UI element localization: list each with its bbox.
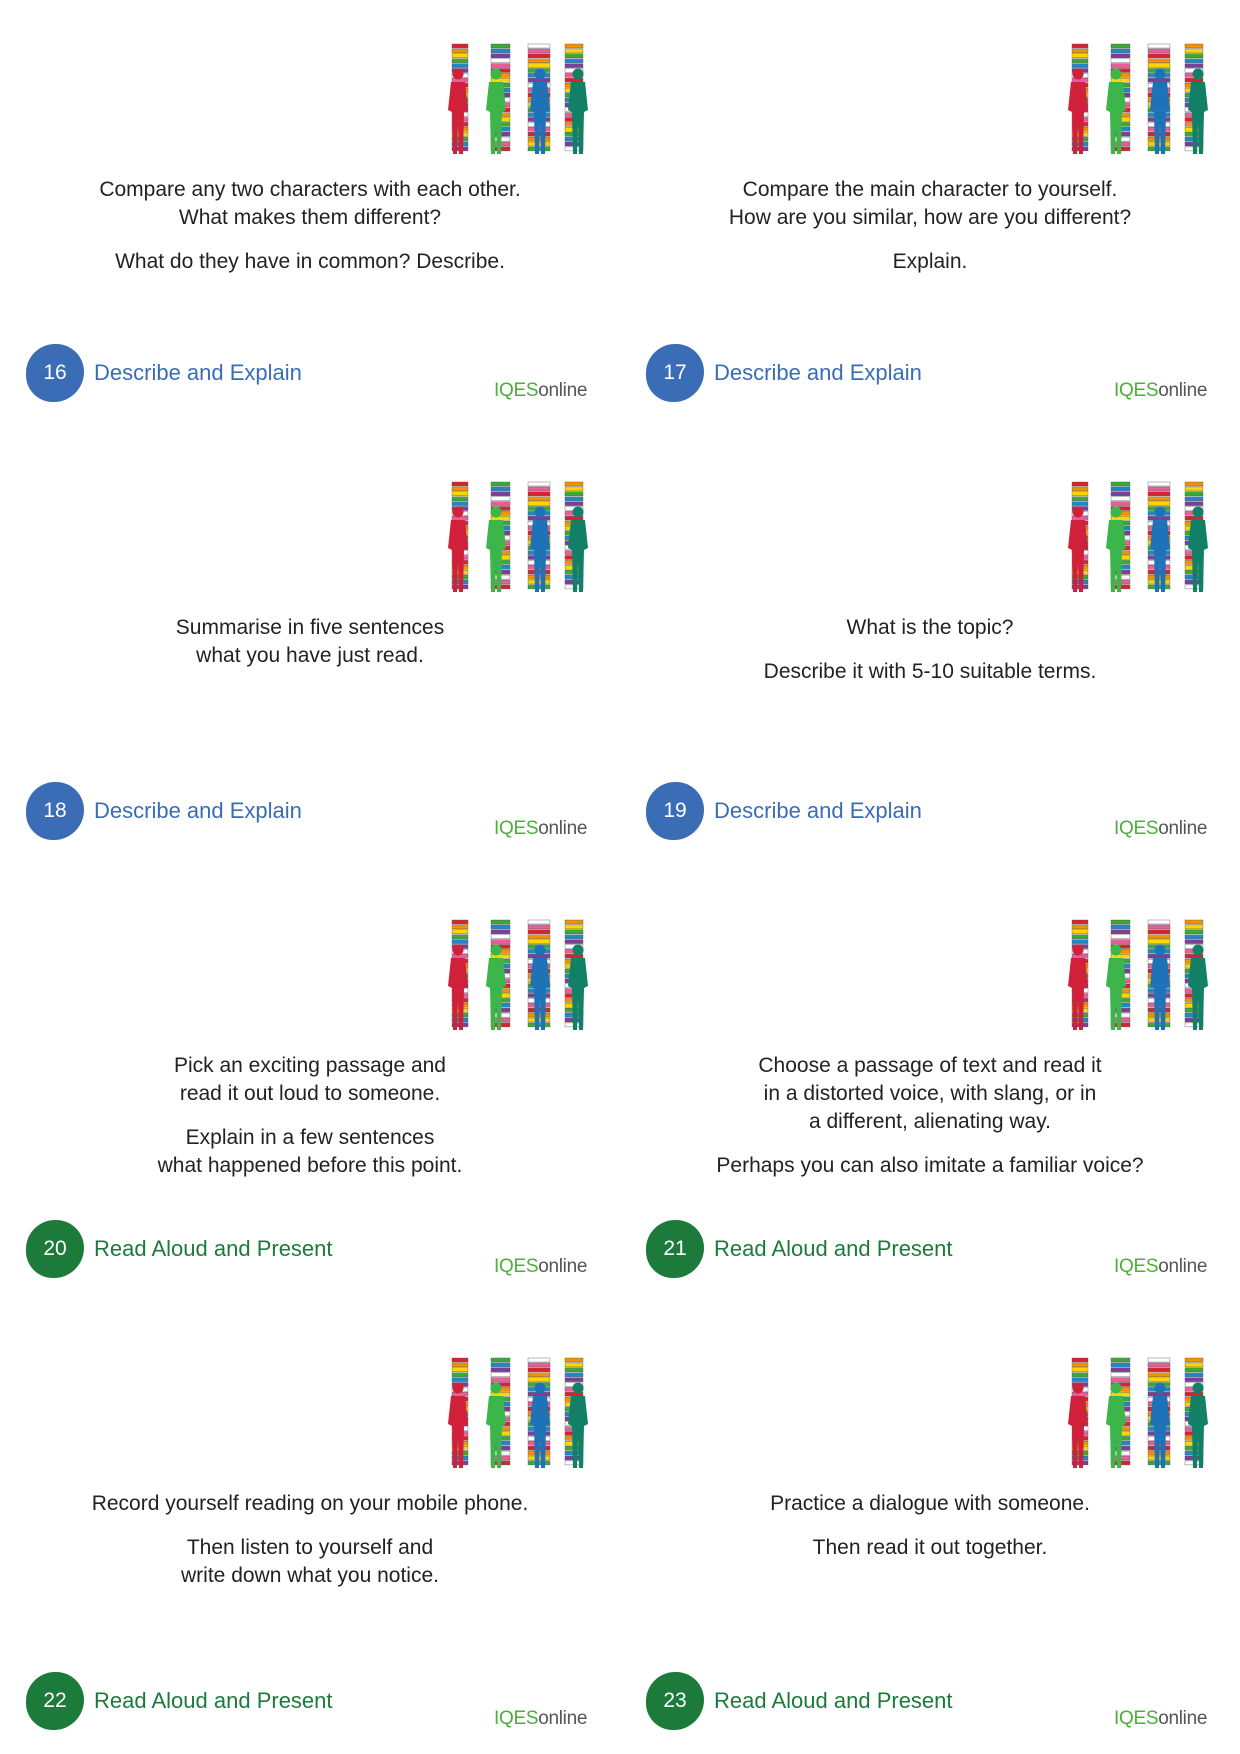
card-category-label: Describe and Explain <box>94 360 302 385</box>
card-number-badge: 21 <box>646 1220 704 1278</box>
task-line: what happened before this point. <box>157 1154 463 1177</box>
iqes-online-logo <box>1114 1708 1207 1730</box>
card-number-badge: 18 <box>26 782 84 840</box>
task-card <box>620 438 1240 876</box>
task-line: write down what you notice. <box>181 1564 439 1587</box>
task-line: a different, alienating way. <box>808 1110 1052 1133</box>
task-card <box>0 1314 620 1752</box>
logo-part-online: online <box>1158 818 1208 839</box>
logo-part-iqes: IQES <box>1114 380 1159 401</box>
task-paragraph <box>690 176 1170 232</box>
iqes-online-logo <box>1114 380 1207 402</box>
iqes-online-logo <box>1114 1256 1207 1278</box>
reading-figures-illustration <box>440 1354 600 1470</box>
reading-figures-illustration <box>1060 40 1220 156</box>
card-number-badge: 16 <box>26 344 84 402</box>
reading-figures-illustration <box>440 478 600 594</box>
iqes-online-logo <box>494 380 587 402</box>
task-paragraph <box>70 248 550 276</box>
card-category-label: Describe and Explain <box>714 360 922 385</box>
task-card <box>0 876 620 1314</box>
card-category-label: Read Aloud and Present <box>714 1688 953 1713</box>
task-line: Compare any two characters with each other. <box>99 178 521 201</box>
task-paragraph <box>70 1124 550 1180</box>
task-line: Perhaps you can also imitate a familiar voice? <box>716 1154 1144 1177</box>
card-task-text <box>690 1052 1170 1196</box>
task-line: Practice a dialogue with someone. <box>770 1492 1090 1515</box>
task-paragraph <box>70 1490 550 1518</box>
task-paragraph <box>690 1052 1170 1136</box>
logo-part-iqes: IQES <box>1114 1708 1159 1729</box>
task-line: Then read it out together. <box>812 1536 1048 1559</box>
reading-figures-illustration <box>1060 916 1220 1032</box>
iqes-online-logo <box>494 818 587 840</box>
reading-figures-illustration <box>1060 478 1220 594</box>
card-category-label: Read Aloud and Present <box>94 1236 333 1261</box>
logo-part-iqes: IQES <box>1114 1256 1159 1277</box>
task-line: Pick an exciting passage and <box>173 1054 446 1077</box>
logo-part-online: online <box>538 380 588 401</box>
iqes-online-logo <box>494 1256 587 1278</box>
card-task-text <box>70 614 550 686</box>
card-number-badge: 19 <box>646 782 704 840</box>
task-line: How are you similar, how are you different? <box>728 206 1132 229</box>
task-line: What is the topic? <box>846 616 1014 639</box>
task-paragraph <box>690 1490 1170 1518</box>
logo-part-online: online <box>1158 380 1208 401</box>
task-line: what you have just read. <box>196 644 424 667</box>
reading-figures-illustration <box>1060 1354 1220 1470</box>
task-line: Record yourself reading on your mobile phone. <box>91 1492 529 1515</box>
card-category-label: Describe and Explain <box>94 798 302 823</box>
task-card <box>0 0 620 438</box>
task-paragraph <box>690 658 1170 686</box>
card-task-text <box>690 1490 1170 1578</box>
logo-part-online: online <box>1158 1256 1208 1277</box>
card-task-text <box>70 176 550 292</box>
task-line: Explain. <box>892 250 968 273</box>
card-task-text <box>70 1490 550 1606</box>
task-line: What makes them different? <box>178 206 442 229</box>
card-number-badge: 22 <box>26 1672 84 1730</box>
card-number-badge: 17 <box>646 344 704 402</box>
task-card <box>620 876 1240 1314</box>
logo-part-iqes: IQES <box>494 1256 539 1277</box>
card-task-text <box>690 614 1170 702</box>
task-paragraph <box>70 176 550 232</box>
iqes-online-logo <box>494 1708 587 1730</box>
task-line: Choose a passage of text and read it <box>758 1054 1102 1077</box>
task-paragraph <box>690 1152 1170 1180</box>
logo-part-iqes: IQES <box>494 1708 539 1729</box>
task-paragraph <box>70 614 550 670</box>
reading-figures-illustration <box>440 916 600 1032</box>
task-line: Summarise in five sentences <box>175 616 445 639</box>
card-category-label: Read Aloud and Present <box>714 1236 953 1261</box>
logo-part-online: online <box>1158 1708 1208 1729</box>
card-number-badge: 23 <box>646 1672 704 1730</box>
logo-part-iqes: IQES <box>1114 818 1159 839</box>
task-line: read it out loud to someone. <box>179 1082 441 1105</box>
reading-figures-illustration <box>440 40 600 156</box>
task-line: Compare the main character to yourself. <box>742 178 1118 201</box>
task-line: Describe it with 5-10 suitable terms. <box>763 660 1097 683</box>
task-line: What do they have in common? Describe. <box>115 250 505 273</box>
logo-part-iqes: IQES <box>494 380 539 401</box>
card-task-text <box>70 1052 550 1196</box>
task-paragraph <box>70 1534 550 1590</box>
task-paragraph <box>690 248 1170 276</box>
logo-part-online: online <box>538 1708 588 1729</box>
logo-part-iqes: IQES <box>494 818 539 839</box>
task-card <box>620 1314 1240 1752</box>
iqes-online-logo <box>1114 818 1207 840</box>
card-category-label: Read Aloud and Present <box>94 1688 333 1713</box>
task-line: Explain in a few sentences <box>185 1126 435 1149</box>
task-line: in a distorted voice, with slang, or in <box>763 1082 1097 1105</box>
task-paragraph <box>70 1052 550 1108</box>
task-card <box>0 438 620 876</box>
card-category-label: Describe and Explain <box>714 798 922 823</box>
task-paragraph <box>690 1534 1170 1562</box>
card-number-badge: 20 <box>26 1220 84 1278</box>
logo-part-online: online <box>538 1256 588 1277</box>
task-card <box>620 0 1240 438</box>
card-task-text <box>690 176 1170 292</box>
task-paragraph <box>690 614 1170 642</box>
task-line: Then listen to yourself and <box>186 1536 434 1559</box>
logo-part-online: online <box>538 818 588 839</box>
